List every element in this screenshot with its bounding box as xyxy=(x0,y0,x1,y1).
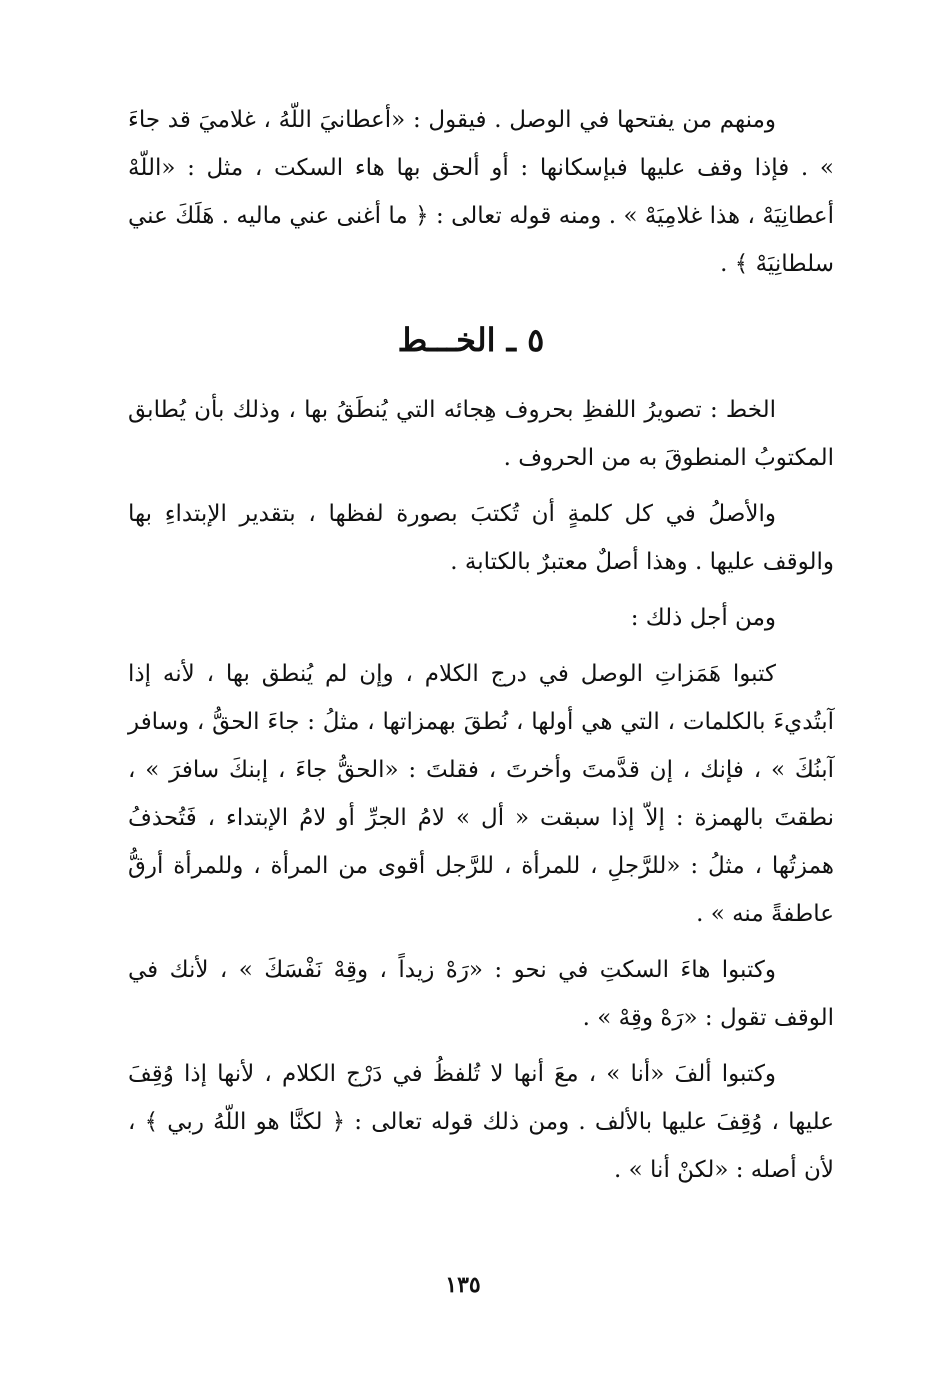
document-page xyxy=(128,96,834,1194)
intro-paragraph: ومنهم من يفتحها في الوصل . فيقول : «أعطانيَ اللّهُ ، غلاميَ قد جاءَ » . فإذا وقف عليها فبإسكانها : أو ألحق بها هاء السكت ، مثل : «اللّهْ أعطانِيَهْ ، هذا غلامِيَهْ » . ومنه قوله تعالى : ﴿ ما أغنى عني ماليه . هَلَكَ عني سلطانِيَهْ ﴾ . xyxy=(128,107,834,277)
body-paragraph-hamzat-wasl: كتبوا هَمَزاتِ الوصل في درج الكلام ، وإن لم يُنطق بها ، لأنه إذا آبتُديءَ بالكلمات ، التي هي أولها ، نُطقَ بهمزاتها ، مثلُ : جاءَ الحقُّ ، وسافر آبنُكَ » ، فإنك ، إن قدَّمتَ وأخرتَ ، فقلتَ : «الحقُّ جاءَ ، إبنكَ سافرَ » ، نطقتَ بالهمزة : إلاّ إذا سبقت « أل » لامُ الجرِّ أو لامُ الإبتداء ، فَتُحذفُ همزتُها ، مثلُ : «للرَّجلِ ، للمرأة ، للرَّجل أقوى من المرأة ، وللمرأة أرقُّ عاطفةً منه » . xyxy=(128,661,834,927)
section-heading: ٥ ـ الخـــط xyxy=(397,321,545,359)
body-paragraph-therefore: ومن أجل ذلك : xyxy=(630,605,776,631)
body-paragraph-principle: والأصلُ في كل كلمةٍ أن تُكتبَ بصورة لفظها ، بتقدير الإبتداءِ بها والوقف عليها . وهذا أصلٌ معتبرٌ بالكتابة . xyxy=(128,501,834,575)
body-paragraph-haa-sakt: وكتبوا هاءَ السكتِ في نحو : «رَهْ زيداً ، وقِهْ نَفْسَكَ » ، لأنك في الوقف تقول : «رَهْ وقِهْ » . xyxy=(128,957,834,1031)
body-paragraph-definition: الخط : تصويرُ اللفظِ بحروف هِجائه التي يُنطَقُ بها ، وذلك بأن يُطابق المكتوبُ المنطوقَ به من الحروف . xyxy=(128,397,834,471)
body-paragraph-alif-ana: وكتبوا ألفَ «أنا » ، معَ أنها لا تُلفظُ في دَرْج الكلام ، لأنها إذا وُقِفَ عليها ، وُقِفَ عليها بالألف . ومن ذلك قوله تعالى : ﴿ لكنَّا هو اللّهُ ربي ﴾ ، لأن أصله : «لكنْ أنا » . xyxy=(128,1061,834,1183)
page-number: ١٣٥ xyxy=(445,1272,481,1298)
